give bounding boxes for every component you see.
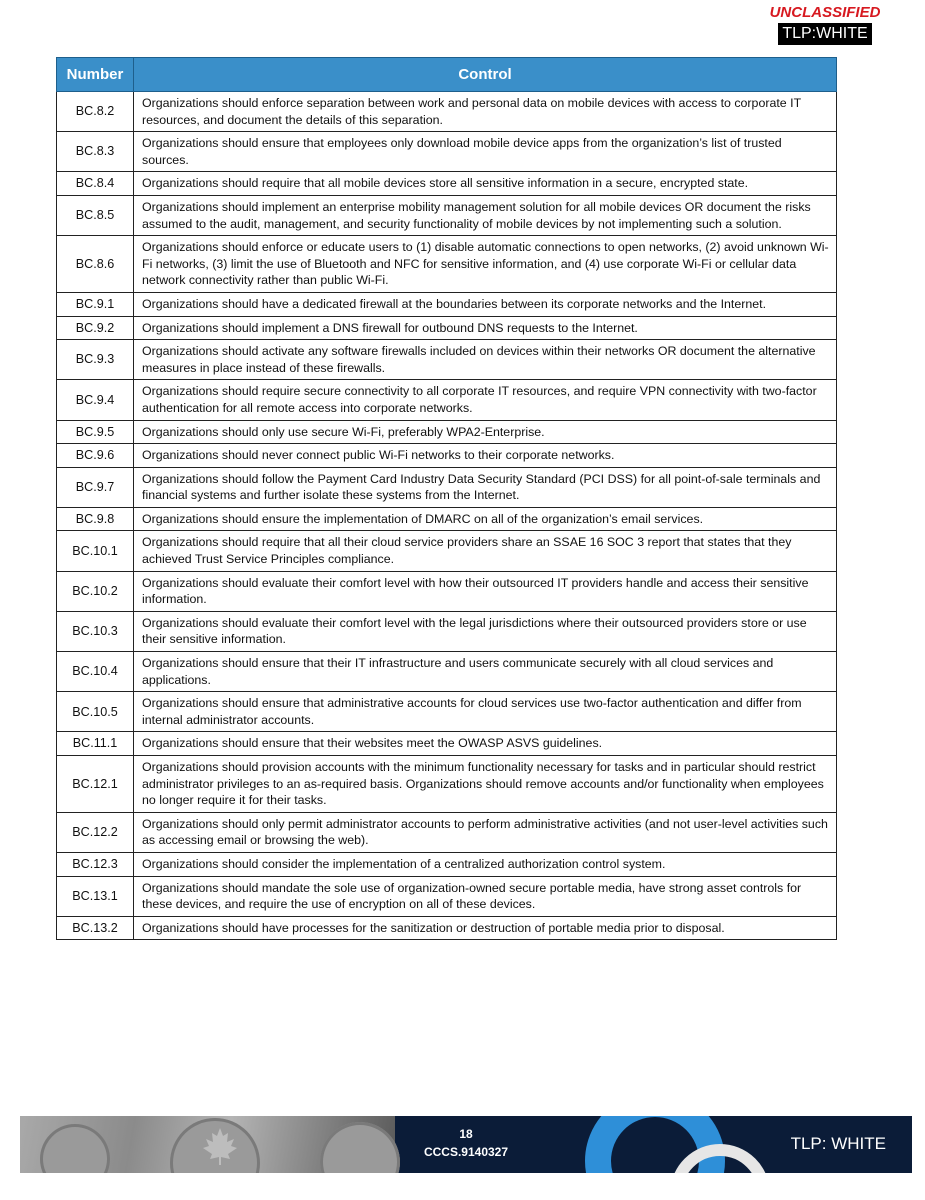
control-text: Organizations should require that all their cloud service providers share an SSAE 16 SOC 3 report that states that they achieved Trust Service Principles compliance.: [134, 531, 837, 571]
table-row: [57, 444, 837, 468]
control-text: Organizations should implement an enterprise mobility management solution for all mobile devices OR document the risks assumed to the audit, management, and security functionality of mobile devices by not implementing such a solution.: [134, 195, 837, 235]
table-row: [57, 692, 837, 732]
table-row: [57, 531, 837, 571]
table-row: [57, 92, 837, 132]
control-text: Organizations should consider the implementation of a centralized authorization control system.: [134, 852, 837, 876]
control-number: BC.8.6: [57, 236, 134, 293]
control-text: Organizations should require that all mobile devices store all sensitive information in a secure, encrypted state.: [134, 172, 837, 196]
maple-leaf-icon: [200, 1126, 240, 1166]
table-row: [57, 611, 837, 651]
control-text: Organizations should never connect public Wi-Fi networks to their corporate networks.: [134, 444, 837, 468]
control-number: BC.13.1: [57, 876, 134, 916]
control-text: Organizations should evaluate their comfort level with how their outsourced IT providers handle and access their sensitive information.: [134, 571, 837, 611]
table-row: [57, 852, 837, 876]
table-row: [57, 292, 837, 316]
control-number: BC.8.5: [57, 195, 134, 235]
table-row: [57, 132, 837, 172]
control-text: Organizations should only permit administrator accounts to perform administrative activities (and not user-level activities such as accessing email or browsing the web).: [134, 812, 837, 852]
control-number: BC.12.1: [57, 756, 134, 813]
control-text: Organizations should have a dedicated firewall at the boundaries between its corporate networks and the Internet.: [134, 292, 837, 316]
control-text: Organizations should follow the Payment Card Industry Data Security Standard (PCI DSS) for all point-of-sale terminals and financial systems and further isolate these systems from the Internet.: [134, 467, 837, 507]
table-row: [57, 876, 837, 916]
control-text: Organizations should implement a DNS firewall for outbound DNS requests to the Internet.: [134, 316, 837, 340]
table-body: [57, 92, 837, 940]
footer-tlp-label: TLP: WHITE: [790, 1134, 886, 1153]
table-row: [57, 756, 837, 813]
classification-header: [765, 4, 885, 45]
table-row: [57, 380, 837, 420]
control-text: Organizations should enforce separation between work and personal data on mobile devices with access to corporate IT resources, and document the details of this separation.: [134, 92, 837, 132]
control-text: Organizations should have processes for the sanitization or destruction of portable media prior to disposal.: [134, 916, 837, 940]
table-row: [57, 195, 837, 235]
control-number: BC.8.4: [57, 172, 134, 196]
column-header-control: Control: [134, 58, 837, 92]
control-number: BC.9.7: [57, 467, 134, 507]
table-row: [57, 652, 837, 692]
table-row: [57, 571, 837, 611]
document-number: CCCS.9140327: [423, 1145, 509, 1159]
control-number: BC.9.1: [57, 292, 134, 316]
control-number: BC.10.2: [57, 571, 134, 611]
control-text: Organizations should only use secure Wi-Fi, preferably WPA2-Enterprise.: [134, 420, 837, 444]
control-number: BC.10.4: [57, 652, 134, 692]
control-number: BC.13.2: [57, 916, 134, 940]
table-row: [57, 420, 837, 444]
table-row: [57, 812, 837, 852]
page-footer: [20, 1116, 912, 1173]
control-number: BC.9.6: [57, 444, 134, 468]
control-text: Organizations should mandate the sole use of organization-owned secure portable media, have strong asset controls for these devices, and require the use of encryption on all of these devices.: [134, 876, 837, 916]
control-text: Organizations should ensure that their websites meet the OWASP ASVS guidelines.: [134, 732, 837, 756]
table-row: [57, 732, 837, 756]
control-text: Organizations should ensure that administrative accounts for cloud services use two-factor authentication and differ from internal administrator accounts.: [134, 692, 837, 732]
table-row: [57, 172, 837, 196]
tlp-label: TLP:WHITE: [778, 23, 871, 45]
control-number: BC.11.1: [57, 732, 134, 756]
control-text: Organizations should require secure connectivity to all corporate IT resources, and require VPN connectivity with two-factor authentication for all remote access into corporate networks.: [134, 380, 837, 420]
control-text: Organizations should ensure the implementation of DMARC on all of the organization’s email services.: [134, 507, 837, 531]
page-number: 18: [459, 1127, 473, 1141]
table-row: [57, 507, 837, 531]
control-number: BC.9.8: [57, 507, 134, 531]
control-number: BC.12.3: [57, 852, 134, 876]
footer-banner-image: [20, 1116, 395, 1173]
control-text: Organizations should enforce or educate users to (1) disable automatic connections to open networks, (2) avoid unknown Wi-Fi networks, (3) limit the use of Bluetooth and NFC for sensitive information, and (4) use corporate Wi-Fi or cellular data network connectivity rather than public Wi-Fi.: [134, 236, 837, 293]
control-number: BC.9.5: [57, 420, 134, 444]
control-text: Organizations should provision accounts with the minimum functionality necessary for tasks and in particular should restrict administrator privileges to an as-required basis. Organizations should remove accounts and/or functionality when employees no longer require it for their tasks.: [134, 756, 837, 813]
control-number: BC.9.4: [57, 380, 134, 420]
table-row: [57, 340, 837, 380]
control-text: Organizations should evaluate their comfort level with the legal jurisdictions where their outsourced providers store or use their sensitive information.: [134, 611, 837, 651]
control-number: BC.10.1: [57, 531, 134, 571]
control-number: BC.9.2: [57, 316, 134, 340]
control-text: Organizations should ensure that their IT infrastructure and users communicate securely with all cloud services and applications.: [134, 652, 837, 692]
control-number: BC.10.3: [57, 611, 134, 651]
table-row: [57, 316, 837, 340]
control-text: Organizations should activate any software firewalls included on devices within their networks OR document the alternative measures in place instead of these firewalls.: [134, 340, 837, 380]
control-text: Organizations should ensure that employees only download mobile device apps from the organization’s list of trusted sources.: [134, 132, 837, 172]
table-row: [57, 236, 837, 293]
coin-graphic: [40, 1124, 110, 1173]
table-header-row: [57, 58, 837, 92]
control-number: BC.9.3: [57, 340, 134, 380]
classification-label: UNCLASSIFIED: [769, 4, 881, 21]
control-number: BC.10.5: [57, 692, 134, 732]
control-number: BC.12.2: [57, 812, 134, 852]
table-row: [57, 467, 837, 507]
control-number: BC.8.2: [57, 92, 134, 132]
controls-table: [56, 57, 837, 940]
control-number: BC.8.3: [57, 132, 134, 172]
table-row: [57, 916, 837, 940]
column-header-number: Number: [57, 58, 134, 92]
coin-graphic: [320, 1122, 400, 1173]
